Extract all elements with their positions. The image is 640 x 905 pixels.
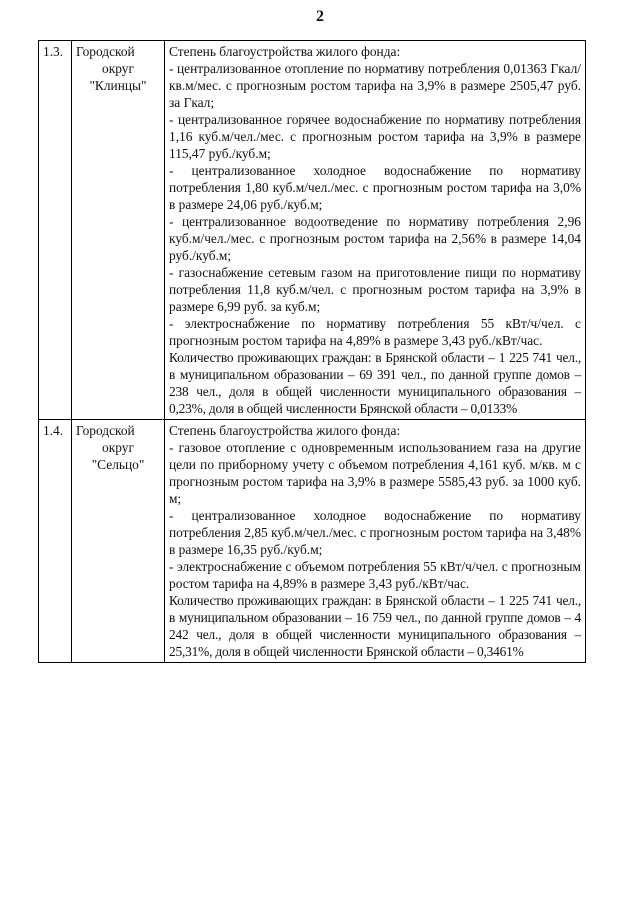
municipality-cell bbox=[72, 420, 165, 663]
row-number: 1.4. bbox=[39, 420, 72, 663]
description-item: - электроснабжение по нормативу потребления 55 кВт/ч/чел. с прогнозным ростом тарифа на 4,89% в размере 3,43 руб./кВт/час. bbox=[169, 316, 581, 348]
table-row bbox=[39, 420, 586, 663]
municipality-line: округ bbox=[102, 61, 134, 76]
description-item: - централизованное отопление по нормативу потребления 0,01363 Гкал/кв.м/мес. с прогнозным ростом тарифа на 3,9% в размере 2505,47 руб. за Гкал; bbox=[169, 61, 581, 110]
description-item: - централизованное холодное водоснабжение по нормативу потребления 1,80 куб.м/чел./мес. с прогнозным ростом тарифа на 3,0% в размере 24,06 руб./куб.м; bbox=[169, 163, 581, 212]
population-summary: Количество проживающих граждан: в Брянской области – 1 225 741 чел., в муниципальном образовании – 69 391 чел., по данной группе домов – 238 чел., доля в общей численности муниципального образования – 0,23%, доля в общей численности Брянской области – 0,0133% bbox=[169, 350, 581, 416]
description-item: - электроснабжение с объемом потребления 55 кВт/ч/чел. с прогнозным ростом тарифа на 4,89% в размере 3,43 руб./кВт/час. bbox=[169, 559, 581, 591]
municipality-line: Городской bbox=[76, 423, 135, 438]
description-item: - газоснабжение сетевым газом на приготовление пищи по нормативу потребления 11,8 куб.м/чел. с прогнозным ростом тарифа на 3,9% в размере 6,99 руб. за куб.м; bbox=[169, 265, 581, 314]
municipality-line: "Сельцо" bbox=[91, 457, 145, 472]
description-heading: Степень благоустройства жилого фонда: bbox=[169, 44, 401, 59]
table-row bbox=[39, 41, 586, 420]
description-cell bbox=[165, 420, 586, 663]
population-summary: Количество проживающих граждан: в Брянской области – 1 225 741 чел., в муниципальном образовании – 16 759 чел., по данной группе домов – 4 242 чел., доля в общей численности муниципального образования – 25,31%, доля в общей численности Брянской области – 0,3461% bbox=[169, 593, 581, 659]
municipal-tariff-table bbox=[38, 40, 586, 663]
description-cell bbox=[165, 41, 586, 420]
description-heading: Степень благоустройства жилого фонда: bbox=[169, 423, 401, 438]
page-number: 2 bbox=[316, 8, 324, 25]
description-item: - централизованное водоотведение по нормативу потребления 2,96 куб.м/чел./мес. с прогнозным ростом тарифа на 2,56% в размере 14,04 руб./куб.м; bbox=[169, 214, 581, 263]
municipality-line: Городской bbox=[76, 44, 135, 59]
description-item: - централизованное горячее водоснабжение по нормативу потребления 1,16 куб.м/чел./мес. с прогнозным ростом тарифа на 3,9% в размере 115,47 руб./куб.м; bbox=[169, 112, 581, 161]
municipality-line: "Клинцы" bbox=[89, 78, 147, 93]
row-number: 1.3. bbox=[39, 41, 72, 420]
description-item: - централизованное холодное водоснабжение по нормативу потребления 2,85 куб.м/чел./мес. с прогнозным ростом тарифа на 3,48% в размере 16,35 руб./куб.м; bbox=[169, 508, 581, 557]
description-item: - газовое отопление с одновременным использованием газа на другие цели по приборному учету с объемом потребления 4,161 куб. м/кв. м с прогнозным ростом тарифа на 3,9% в размере 5585,43 руб. за 1000 куб. м; bbox=[169, 440, 581, 506]
municipality-cell bbox=[72, 41, 165, 420]
municipality-line: округ bbox=[102, 440, 134, 455]
